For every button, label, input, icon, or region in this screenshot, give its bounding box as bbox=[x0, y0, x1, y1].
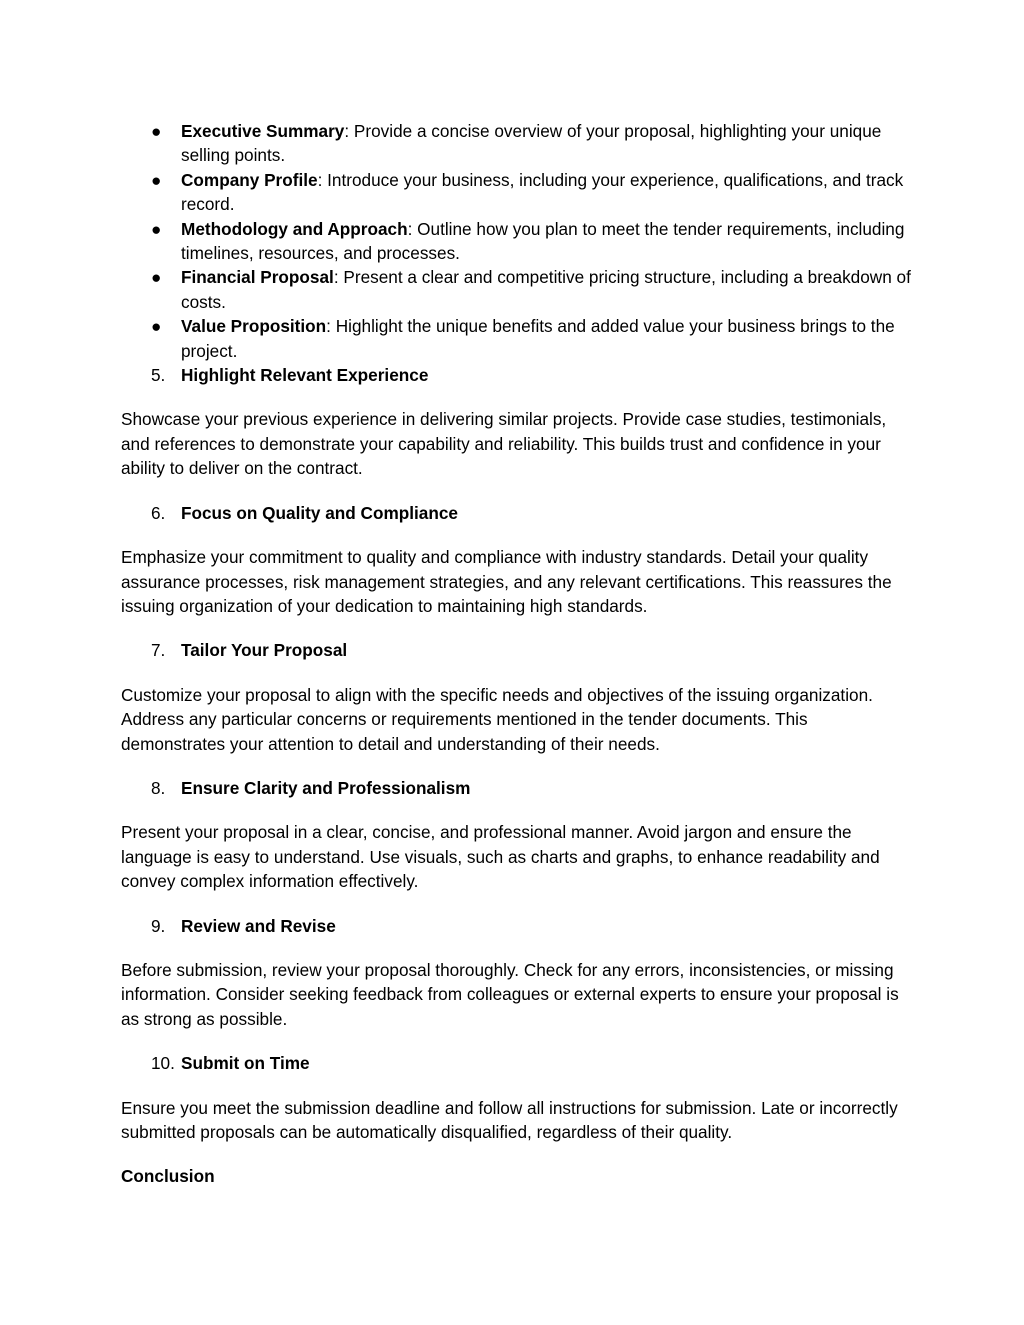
section-title: Focus on Quality and Compliance bbox=[181, 502, 458, 523]
list-item-text: : Present a clear and competitive pricing structure, including a breakdown of costs. bbox=[181, 267, 911, 312]
section-heading-6 bbox=[121, 501, 911, 525]
section-heading-5 bbox=[121, 363, 911, 387]
list-item-text: : Introduce your business, including your experience, qualifications, and track record. bbox=[181, 169, 904, 215]
section-body-6: Emphasize your commitment to quality and compliance with industry standards. Detail your quality assurance processes, risk management strategies, and any relevant certifications. This reassures the issuing organization of your dedication to maintaining high standards. bbox=[121, 547, 892, 616]
list-item-text: : Outline how you plan to meet the tender requirements, including timelines, resources, and processes. bbox=[181, 218, 905, 264]
section-body-5: Showcase your previous experience in delivering similar projects. Provide case studies, testimonials, and references to demonstrate your capability and reliability. This builds trust and confidence in your ability to deliver on the contract. bbox=[121, 409, 887, 479]
list-item bbox=[121, 265, 911, 314]
section-heading-9 bbox=[121, 914, 911, 938]
list-item-term: Value Proposition bbox=[181, 316, 327, 337]
document-page bbox=[121, 119, 911, 1189]
section-body-10: Ensure you meet the submission deadline and follow all instructions for submission. Late or incorrectly submitted proposals can be automatically disqualified, regardless of their quality. bbox=[121, 1097, 898, 1142]
section-number: 6. bbox=[151, 502, 166, 523]
section-title: Highlight Relevant Experience bbox=[181, 365, 429, 386]
section-number: 7. bbox=[151, 640, 166, 661]
bullet-icon: ● bbox=[151, 316, 162, 337]
list-item bbox=[121, 168, 911, 217]
conclusion-heading: Conclusion bbox=[121, 1166, 215, 1187]
section-body-8: Present your proposal in a clear, concise, and professional manner. Avoid jargon and ensure the language is easy to understand. Use visuals, such as charts and graphs, to enhance readability and convey complex information effectively. bbox=[121, 822, 880, 892]
bullet-icon: ● bbox=[151, 121, 162, 141]
list-item bbox=[121, 217, 911, 266]
list-item bbox=[121, 119, 911, 168]
section-body-7: Customize your proposal to align with the specific needs and objectives of the issuing organization. Address any particular concerns or requirements mentioned in the tender documents. This demonstrates your attention to detail and understanding of their needs. bbox=[121, 684, 873, 754]
section-number: 8. bbox=[151, 777, 166, 798]
section-heading-10 bbox=[121, 1051, 911, 1075]
section-body-9: Before submission, review your proposal thoroughly. Check for any errors, inconsistencies, or missing information. Consider seeking feedback from colleagues or external experts to ensure your proposal is as strong as possible. bbox=[121, 959, 899, 1029]
section-heading-8 bbox=[121, 776, 911, 800]
list-item-term: Executive Summary bbox=[181, 121, 345, 141]
bullet-icon: ● bbox=[151, 267, 162, 288]
list-item-text: : Provide a concise overview of your proposal, highlighting your unique selling points. bbox=[181, 121, 882, 166]
list-item-text: : Highlight the unique benefits and added value your business brings to the project. bbox=[181, 316, 895, 361]
proposal-components-list bbox=[121, 119, 911, 363]
bullet-icon: ● bbox=[151, 218, 162, 239]
section-title: Submit on Time bbox=[181, 1053, 310, 1074]
list-item-term: Methodology and Approach bbox=[181, 218, 408, 239]
section-heading-7 bbox=[121, 638, 911, 662]
section-title: Tailor Your Proposal bbox=[181, 640, 348, 661]
list-item-term: Company Profile bbox=[181, 169, 318, 190]
list-item bbox=[121, 314, 911, 363]
list-item-term: Financial Proposal bbox=[181, 267, 334, 288]
section-number: 9. bbox=[151, 915, 166, 936]
section-title: Review and Revise bbox=[181, 915, 336, 936]
section-number: 10. bbox=[151, 1053, 175, 1074]
section-number: 5. bbox=[151, 365, 166, 386]
section-title: Ensure Clarity and Professionalism bbox=[181, 777, 471, 798]
bullet-icon: ● bbox=[151, 169, 162, 190]
